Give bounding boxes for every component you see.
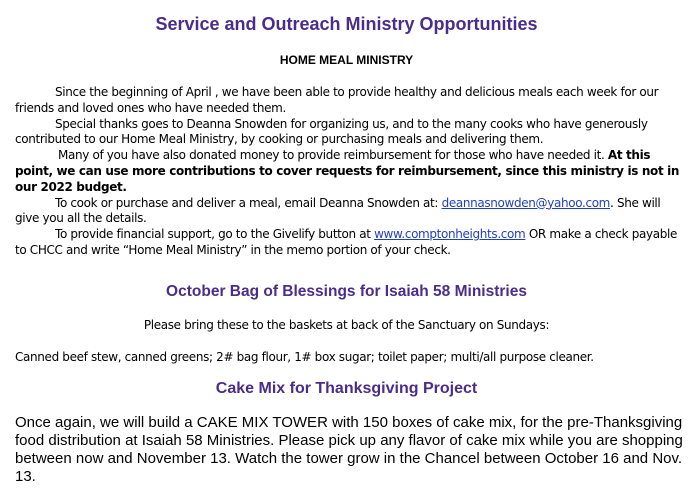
financial-support-text: To provide financial support, go to the Givelify button at: [55, 227, 375, 242]
home-meal-heading: HOME MEAL MINISTRY: [279, 53, 414, 67]
home-meal-section: [15, 85, 680, 259]
page-title: Service and Outreach Ministry Opportunities: [155, 14, 538, 34]
financial-support-tail: OR make a check payable to CHCC and write “Home Meal Ministry” in the memo portion of your check.: [15, 227, 678, 257]
cook-instructions-tail: . She will give you all the details.: [15, 195, 661, 226]
home-meal-paragraph-3: [15, 148, 680, 195]
bag-of-blessings-instruction: Please bring these to the baskets at back of the Sanctuary on Sundays:: [143, 318, 550, 332]
home-meal-paragraph-5: [15, 227, 680, 259]
cake-mix-title: Cake Mix for Thanksgiving Project: [215, 380, 478, 397]
website-link[interactable]: www.comptonheights.com: [374, 227, 526, 242]
email-link[interactable]: deannasnowden@yahoo.com: [441, 195, 611, 210]
contribution-appeal: At this point, we can use more contributions to cover requests for reimbursement, since this ministry is not in our 2022 budget.: [15, 148, 680, 194]
home-meal-paragraph-1: Since the beginning of April , we have been able to provide healthy and delicious meals each week for our friends and loved ones who have needed them.: [15, 85, 659, 115]
cook-instructions-text: To cook or purchase and deliver a meal, email Deanna Snowden at:: [55, 195, 442, 210]
home-meal-paragraph-2: Special thanks goes to Deanna Snowden for organizing us, and to the many cooks who have generously contributed to our Home Meal Ministry, by cooking or purchasing meals and delivering them.: [15, 116, 648, 147]
home-meal-paragraph-4: [15, 196, 680, 228]
reimbursement-text: Many of you have also donated money to provide reimbursement for those who have needed it.: [58, 148, 608, 163]
cake-mix-body: Once again, we will build a CAKE MIX TOWER with 150 boxes of cake mix, for the pre-Thanksgiving food distribution at Isaiah 58 Ministries. Please pick up any flavor of cake mix while you are shopping between now and November 13. Watch the tower grow in the Chancel between October 16 and Nov. 13.: [15, 414, 683, 485]
bag-of-blessings-title: October Bag of Blessings for Isaiah 58 Ministries: [166, 283, 527, 300]
bag-of-blessings-items: Canned beef stew, canned greens; 2# bag flour, 1# box sugar; toilet paper; multi/all purpose cleaner.: [15, 350, 594, 364]
